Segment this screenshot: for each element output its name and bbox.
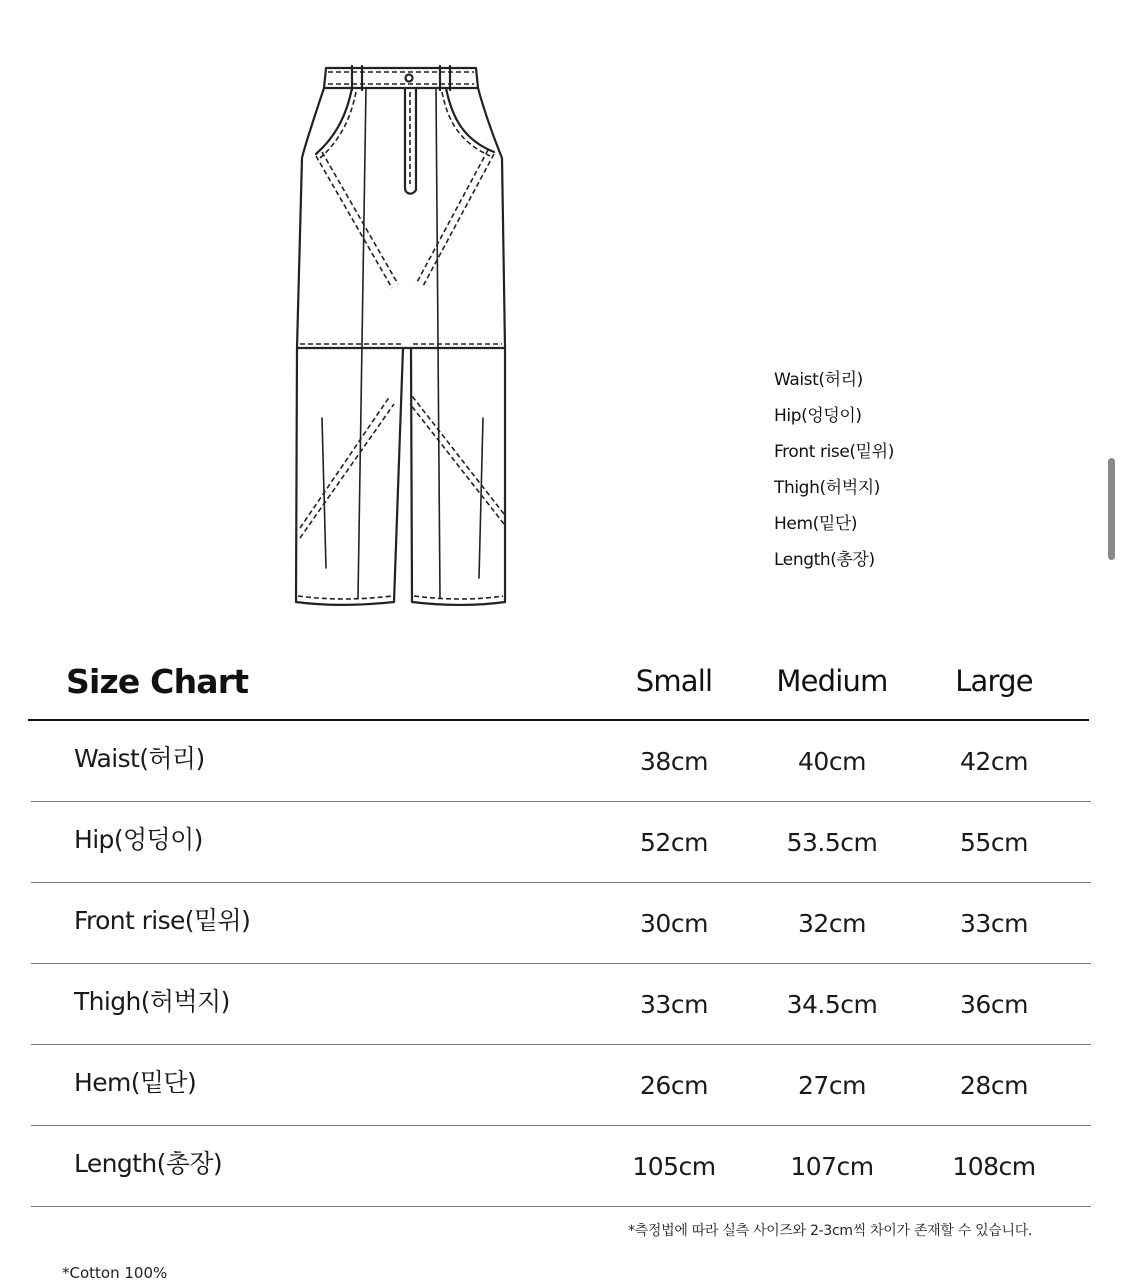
row-label: Front rise(밑위) — [74, 906, 251, 935]
cell-large: 33cm — [960, 909, 1028, 938]
cell-small: 33cm — [640, 990, 708, 1019]
row-label: Hem(밑단) — [74, 1068, 197, 1097]
cell-medium: 40cm — [798, 747, 866, 776]
measurement-note: *측정법에 따라 실측 사이즈와 2-3cm씩 차이가 존재할 수 있습니다. — [628, 1223, 1033, 1239]
cell-medium: 53.5cm — [786, 828, 878, 857]
cell-small: 26cm — [640, 1071, 708, 1100]
cell-small: 30cm — [640, 909, 708, 938]
legend-item-front-rise: Front rise(밑위) — [774, 442, 894, 462]
table-row — [0, 802, 1125, 883]
legend-item-thigh: Thigh(허벅지) — [774, 478, 880, 498]
measurement-legend — [774, 366, 894, 582]
cell-large: 108cm — [952, 1152, 1036, 1181]
cell-small: 52cm — [640, 828, 708, 857]
cell-large: 55cm — [960, 828, 1028, 857]
cell-large: 42cm — [960, 747, 1028, 776]
legend-item-length: Length(총장) — [774, 550, 875, 570]
scrollbar[interactable] — [1108, 458, 1115, 560]
column-header-medium: Medium — [776, 664, 888, 698]
legend-item-waist: Waist(허리) — [774, 370, 863, 390]
table-row — [0, 964, 1125, 1045]
table-row — [0, 721, 1125, 802]
cell-small: 38cm — [640, 747, 708, 776]
column-header-small: Small — [635, 664, 713, 698]
cell-large: 28cm — [960, 1071, 1028, 1100]
legend-item-hip: Hip(엉덩이) — [774, 406, 862, 426]
table-row — [0, 883, 1125, 964]
cell-medium: 107cm — [790, 1152, 874, 1181]
table-row — [0, 1045, 1125, 1126]
table-row — [0, 1126, 1125, 1207]
size-chart-title: Size Chart — [66, 662, 249, 701]
row-label: Thigh(허벅지) — [74, 987, 230, 1016]
legend-item-hem: Hem(밑단) — [774, 514, 858, 534]
pants-illustration — [286, 58, 522, 614]
row-label: Length(총장) — [74, 1149, 223, 1178]
cell-large: 36cm — [960, 990, 1028, 1019]
cell-medium: 32cm — [798, 909, 866, 938]
row-label: Waist(허리) — [74, 744, 205, 773]
row-label: Hip(엉덩이) — [74, 825, 203, 854]
cell-medium: 27cm — [798, 1071, 866, 1100]
material-note: *Cotton 100% — [62, 1264, 168, 1282]
cell-medium: 34.5cm — [786, 990, 878, 1019]
row-divider — [31, 1206, 1091, 1207]
column-header-large: Large — [955, 664, 1033, 698]
cell-small: 105cm — [632, 1152, 716, 1181]
